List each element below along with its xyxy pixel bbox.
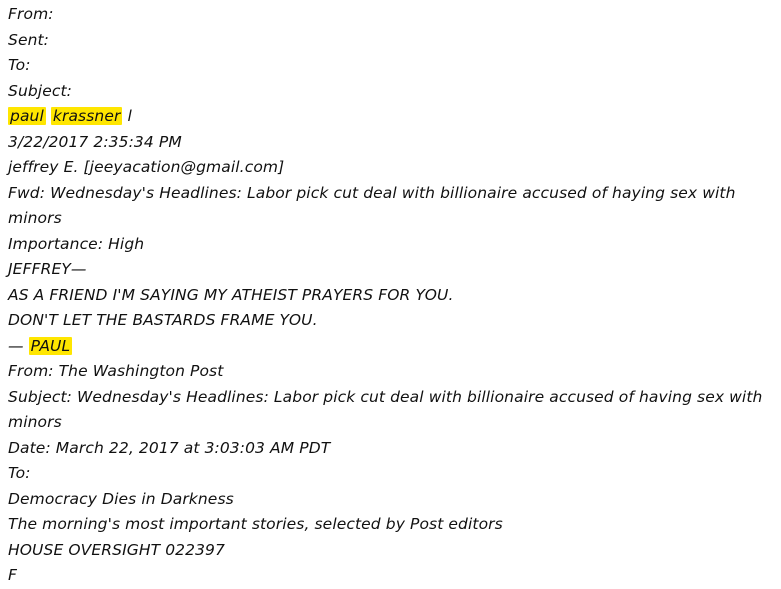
from-label: From:	[8, 5, 54, 23]
quoted-subject: Subject: Wednesday's Headlines: Labor pick cut deal with billionaire accused of having sex with minors	[8, 387, 768, 431]
sender-name	[8, 104, 773, 130]
subject-label: Subject:	[8, 81, 72, 100]
tagline: Democracy Dies in Darkness	[8, 489, 234, 508]
body-line-1: AS A FRIEND I'M SAYING MY ATHEIST PRAYERS FOR YOU.	[8, 285, 454, 304]
signature-dash: —	[8, 336, 29, 355]
body-line-2: DON'T LET THE BASTARDS FRAME YOU.	[8, 311, 318, 329]
signature-name-highlight: PAUL	[30, 336, 71, 355]
bates-number: HOUSE OVERSIGHT 022397	[8, 540, 225, 559]
quoted-date: Date: March 22, 2017 at 3:03:03 AM PDT	[8, 438, 331, 457]
trailing-char: F	[8, 566, 18, 584]
sent-timestamp: 3/22/2017 2:35:34 PM	[8, 132, 182, 151]
signature	[8, 334, 773, 360]
importance: Importance: High	[8, 234, 145, 253]
sent-label: Sent:	[8, 30, 49, 49]
to-label: To:	[8, 56, 31, 74]
sender-last-name-highlight: krassner	[52, 107, 121, 125]
sender-first-name-highlight: paul	[10, 107, 44, 125]
blurb: The morning's most important stories, selected by Post editors	[8, 515, 503, 533]
salutation: JEFFREY—	[8, 260, 87, 278]
quoted-to: To:	[8, 464, 31, 482]
sender-name-suffix: l	[122, 107, 132, 125]
quoted-from: From: The Washington Post	[8, 362, 224, 380]
subject-value: Fwd: Wednesday's Headlines: Labor pick cut deal with billionaire accused of haying sex with minors	[8, 183, 741, 227]
recipient: jeffrey E. [jeeyacation@gmail.com]	[8, 158, 285, 176]
